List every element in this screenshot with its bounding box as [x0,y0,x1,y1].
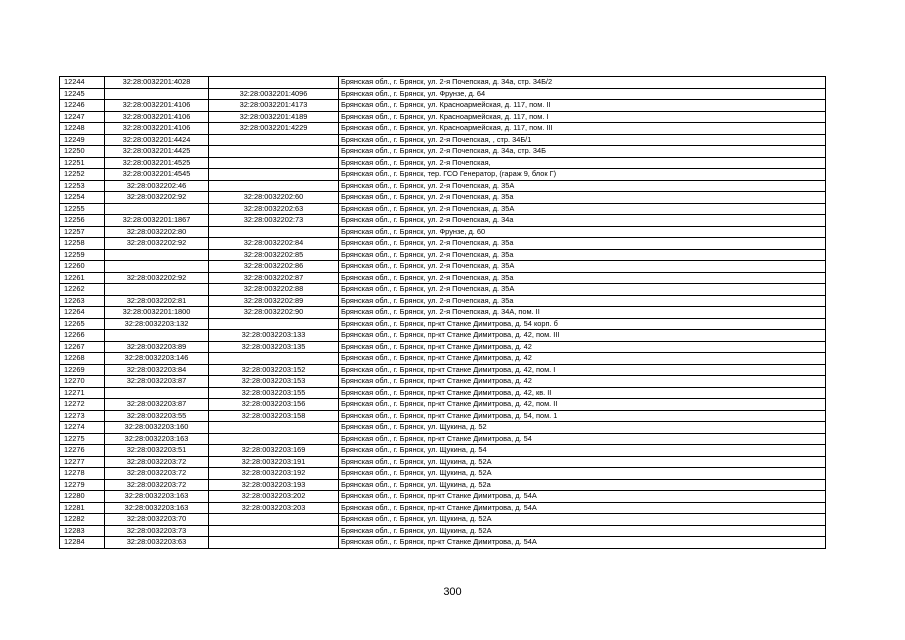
object-cadastral-number-cell: 32:28:0032203:202 [209,491,339,503]
address-cell: Брянская обл., г. Брянск, ул. Красноармейская, д. 117, пом. III [339,123,826,135]
address-cell: Брянская обл., г. Брянск, ул. 2-я Почепская, д. 35А [339,284,826,296]
object-cadastral-number-cell: 32:28:0032202:89 [209,295,339,307]
object-cadastral-number-cell: 32:28:0032203:152 [209,364,339,376]
row-number-cell: 12260 [60,261,105,273]
cadastral-number-cell: 32:28:0032201:4545 [105,169,209,181]
table-row [60,295,826,307]
address-cell: Брянская обл., г. Брянск, ул. Щукина, д. 52А [339,468,826,480]
row-number-cell: 12273 [60,410,105,422]
object-cadastral-number-cell [209,318,339,330]
address-cell: Брянская обл., г. Брянск, ул. 2-я Почепская, д. 34а, стр. 34Б [339,146,826,158]
cadastral-number-cell: 32:28:0032201:4106 [105,111,209,123]
table-row [60,203,826,215]
object-cadastral-number-cell: 32:28:0032203:133 [209,330,339,342]
table-row [60,192,826,204]
row-number-cell: 12244 [60,77,105,89]
object-cadastral-number-cell: 32:28:0032202:86 [209,261,339,273]
table-row [60,238,826,250]
object-cadastral-number-cell: 32:28:0032203:158 [209,410,339,422]
address-cell: Брянская обл., г. Брянск, ул. 2-я Почепская, , стр. 34Б/1 [339,134,826,146]
table-row [60,226,826,238]
table-row [60,364,826,376]
object-cadastral-number-cell [209,537,339,549]
row-number-cell: 12265 [60,318,105,330]
address-cell: Брянская обл., г. Брянск, ул. Щукина, д. 52А [339,525,826,537]
address-cell: Брянская обл., г. Брянск, ул. 2-я Почепская, д. 35а [339,272,826,284]
object-cadastral-number-cell: 32:28:0032201:4096 [209,88,339,100]
object-cadastral-number-cell [209,422,339,434]
object-cadastral-number-cell [209,226,339,238]
table-row [60,215,826,227]
object-cadastral-number-cell: 32:28:0032202:85 [209,249,339,261]
cadastral-number-cell [105,203,209,215]
table-row [60,146,826,158]
object-cadastral-number-cell: 32:28:0032202:73 [209,215,339,227]
registry-table-body [60,77,826,549]
cadastral-number-cell: 32:28:0032202:46 [105,180,209,192]
object-cadastral-number-cell: 32:28:0032203:193 [209,479,339,491]
row-number-cell: 12270 [60,376,105,388]
row-number-cell: 12250 [60,146,105,158]
table-row [60,111,826,123]
address-cell: Брянская обл., г. Брянск, ул. Щукина, д. 52а [339,479,826,491]
object-cadastral-number-cell: 32:28:0032202:84 [209,238,339,250]
cadastral-number-cell: 32:28:0032201:4106 [105,100,209,112]
cadastral-number-cell: 32:28:0032202:92 [105,272,209,284]
object-cadastral-number-cell [209,525,339,537]
row-number-cell: 12269 [60,364,105,376]
cadastral-number-cell: 32:28:0032203:72 [105,479,209,491]
cadastral-number-cell: 32:28:0032201:4028 [105,77,209,89]
cadastral-number-cell: 32:28:0032202:81 [105,295,209,307]
cadastral-number-cell [105,387,209,399]
object-cadastral-number-cell: 32:28:0032202:88 [209,284,339,296]
cadastral-number-cell: 32:28:0032202:92 [105,192,209,204]
address-cell: Брянская обл., г. Брянск, ул. Фрунзе, д. 60 [339,226,826,238]
table-row [60,123,826,135]
address-cell: Брянская обл., г. Брянск, ул. Красноармейская, д. 117, пом. I [339,111,826,123]
row-number-cell: 12246 [60,100,105,112]
object-cadastral-number-cell: 32:28:0032203:156 [209,399,339,411]
address-cell: Брянская обл., г. Брянск, пр-кт Станке Димитрова, д. 42 [339,376,826,388]
cadastral-number-cell: 32:28:0032203:146 [105,353,209,365]
address-cell: Брянская обл., г. Брянск, ул. Щукина, д. 52А [339,514,826,526]
cadastral-number-cell: 32:28:0032201:4106 [105,123,209,135]
address-cell: Брянская обл., г. Брянск, ул. 2-я Почепская, д. 35а [339,295,826,307]
table-row [60,134,826,146]
table-row [60,433,826,445]
object-cadastral-number-cell: 32:28:0032203:135 [209,341,339,353]
row-number-cell: 12277 [60,456,105,468]
cadastral-number-cell: 32:28:0032203:84 [105,364,209,376]
address-cell: Брянская обл., г. Брянск, ул. Щукина, д. 52 [339,422,826,434]
page-number: 300 [443,586,462,598]
address-cell: Брянская обл., г. Брянск, ул. 2-я Почепская, д. 35А [339,203,826,215]
row-number-cell: 12281 [60,502,105,514]
table-row [60,169,826,181]
address-cell: Брянская обл., г. Брянск, пр-кт Станке Димитрова, д. 54А [339,491,826,503]
address-cell: Брянская обл., г. Брянск, пр-кт Станке Димитрова, д. 42 [339,341,826,353]
table-row [60,341,826,353]
row-number-cell: 12267 [60,341,105,353]
address-cell: Брянская обл., г. Брянск, ул. 2-я Почепская, [339,157,826,169]
row-number-cell: 12247 [60,111,105,123]
row-number-cell: 12248 [60,123,105,135]
cadastral-number-cell [105,284,209,296]
table-row [60,479,826,491]
address-cell: Брянская обл., г. Брянск, ул. Фрунзе, д. 64 [339,88,826,100]
cadastral-number-cell: 32:28:0032203:72 [105,468,209,480]
address-cell: Брянская обл., г. Брянск, пр-кт Станке Димитрова, д. 54 корп. б [339,318,826,330]
object-cadastral-number-cell [209,77,339,89]
table-row [60,157,826,169]
address-cell: Брянская обл., г. Брянск, пр-кт Станке Димитрова, д. 54 [339,433,826,445]
address-cell: Брянская обл., г. Брянск, ул. 2-я Почепская, д. 35а [339,249,826,261]
cadastral-number-cell: 32:28:0032203:163 [105,502,209,514]
address-cell: Брянская обл., г. Брянск, ул. Щукина, д. 52А [339,456,826,468]
table-row [60,491,826,503]
row-number-cell: 12284 [60,537,105,549]
row-number-cell: 12251 [60,157,105,169]
row-number-cell: 12271 [60,387,105,399]
address-cell: Брянская обл., г. Брянск, ул. Щукина, д. 54 [339,445,826,457]
object-cadastral-number-cell: 32:28:0032201:4229 [209,123,339,135]
table-row [60,456,826,468]
object-cadastral-number-cell [209,514,339,526]
object-cadastral-number-cell [209,146,339,158]
row-number-cell: 12254 [60,192,105,204]
row-number-cell: 12258 [60,238,105,250]
table-row [60,422,826,434]
row-number-cell: 12264 [60,307,105,319]
row-number-cell: 12261 [60,272,105,284]
cadastral-number-cell [105,330,209,342]
object-cadastral-number-cell: 32:28:0032203:203 [209,502,339,514]
table-row [60,537,826,549]
table-row [60,88,826,100]
table-row [60,284,826,296]
cadastral-number-cell: 32:28:0032201:4425 [105,146,209,158]
cadastral-number-cell: 32:28:0032203:89 [105,341,209,353]
row-number-cell: 12262 [60,284,105,296]
row-number-cell: 12252 [60,169,105,181]
cadastral-number-cell: 32:28:0032203:63 [105,537,209,549]
cadastral-number-cell: 32:28:0032202:80 [105,226,209,238]
object-cadastral-number-cell: 32:28:0032202:90 [209,307,339,319]
table-row [60,77,826,89]
address-cell: Брянская обл., г. Брянск, ул. 2-я Почепская, д. 34а [339,215,826,227]
object-cadastral-number-cell: 32:28:0032203:169 [209,445,339,457]
row-number-cell: 12279 [60,479,105,491]
object-cadastral-number-cell [209,169,339,181]
cadastral-number-cell: 32:28:0032201:1800 [105,307,209,319]
table-row [60,307,826,319]
table-row [60,525,826,537]
table-row [60,249,826,261]
table-row [60,180,826,192]
row-number-cell: 12257 [60,226,105,238]
object-cadastral-number-cell: 32:28:0032203:155 [209,387,339,399]
row-number-cell: 12272 [60,399,105,411]
table-row [60,445,826,457]
object-cadastral-number-cell: 32:28:0032203:192 [209,468,339,480]
cadastral-number-cell: 32:28:0032203:132 [105,318,209,330]
address-cell: Брянская обл., г. Брянск, ул. 2-я Почепская, д. 35а [339,192,826,204]
cadastral-number-cell: 32:28:0032203:163 [105,491,209,503]
object-cadastral-number-cell: 32:28:0032203:153 [209,376,339,388]
object-cadastral-number-cell [209,433,339,445]
cadastral-number-cell: 32:28:0032203:87 [105,399,209,411]
cadastral-number-cell [105,249,209,261]
object-cadastral-number-cell: 32:28:0032203:191 [209,456,339,468]
table-row [60,468,826,480]
object-cadastral-number-cell: 32:28:0032201:4173 [209,100,339,112]
row-number-cell: 12276 [60,445,105,457]
row-number-cell: 12266 [60,330,105,342]
address-cell: Брянская обл., г. Брянск, пр-кт Станке Димитрова, д. 54А [339,502,826,514]
cadastral-number-cell: 32:28:0032203:51 [105,445,209,457]
address-cell: Брянская обл., г. Брянск, ул. Красноармейская, д. 117, пом. II [339,100,826,112]
row-number-cell: 12255 [60,203,105,215]
address-cell: Брянская обл., г. Брянск, ул. 2-я Почепская, д. 34а, стр. 34Б/2 [339,77,826,89]
address-cell: Брянская обл., г. Брянск, пр-кт Станке Димитрова, д. 42, пом. II [339,399,826,411]
table-row [60,502,826,514]
table-row [60,353,826,365]
address-cell: Брянская обл., г. Брянск, ул. 2-я Почепская, д. 34А, пом. II [339,307,826,319]
address-cell: Брянская обл., г. Брянск, пр-кт Станке Димитрова, д. 42, пом. I [339,364,826,376]
table-row [60,376,826,388]
object-cadastral-number-cell: 32:28:0032202:60 [209,192,339,204]
row-number-cell: 12256 [60,215,105,227]
row-number-cell: 12249 [60,134,105,146]
table-row [60,387,826,399]
row-number-cell: 12280 [60,491,105,503]
address-cell: Брянская обл., г. Брянск, ул. 2-я Почепская, д. 35А [339,261,826,273]
cadastral-number-cell: 32:28:0032201:4424 [105,134,209,146]
cadastral-number-cell: 32:28:0032201:4525 [105,157,209,169]
cadastral-number-cell: 32:28:0032201:1867 [105,215,209,227]
table-row [60,100,826,112]
cadastral-number-cell: 32:28:0032203:160 [105,422,209,434]
cadastral-number-cell: 32:28:0032203:163 [105,433,209,445]
table-row [60,318,826,330]
address-cell: Брянская обл., г. Брянск, пр-кт Станке Димитрова, д. 54А [339,537,826,549]
cadastral-number-cell: 32:28:0032203:55 [105,410,209,422]
registry-table [59,76,826,549]
address-cell: Брянская обл., г. Брянск, пр-кт Станке Димитрова, д. 42, кв. II [339,387,826,399]
address-cell: Брянская обл., г. Брянск, пр-кт Станке Димитрова, д. 42, пом. III [339,330,826,342]
address-cell: Брянская обл., г. Брянск, ул. 2-я Почепская, д. 35А [339,180,826,192]
cadastral-number-cell [105,88,209,100]
table-row [60,399,826,411]
address-cell: Брянская обл., г. Брянск, тер. ГСО Генератор, (гараж 9, блок Г) [339,169,826,181]
cadastral-number-cell: 32:28:0032203:72 [105,456,209,468]
object-cadastral-number-cell: 32:28:0032202:87 [209,272,339,284]
cadastral-number-cell: 32:28:0032203:73 [105,525,209,537]
object-cadastral-number-cell: 32:28:0032201:4189 [209,111,339,123]
row-number-cell: 12275 [60,433,105,445]
cadastral-number-cell: 32:28:0032202:92 [105,238,209,250]
row-number-cell: 12268 [60,353,105,365]
object-cadastral-number-cell [209,157,339,169]
address-cell: Брянская обл., г. Брянск, пр-кт Станке Димитрова, д. 54, пом. 1 [339,410,826,422]
row-number-cell: 12245 [60,88,105,100]
table-row [60,261,826,273]
table-row [60,272,826,284]
row-number-cell: 12253 [60,180,105,192]
object-cadastral-number-cell [209,353,339,365]
object-cadastral-number-cell [209,134,339,146]
table-row [60,514,826,526]
table-row [60,330,826,342]
address-cell: Брянская обл., г. Брянск, пр-кт Станке Димитрова, д. 42 [339,353,826,365]
object-cadastral-number-cell [209,180,339,192]
cadastral-number-cell: 32:28:0032203:70 [105,514,209,526]
address-cell: Брянская обл., г. Брянск, ул. 2-я Почепская, д. 35а [339,238,826,250]
row-number-cell: 12259 [60,249,105,261]
cadastral-number-cell [105,261,209,273]
cadastral-number-cell: 32:28:0032203:87 [105,376,209,388]
row-number-cell: 12278 [60,468,105,480]
row-number-cell: 12263 [60,295,105,307]
row-number-cell: 12274 [60,422,105,434]
object-cadastral-number-cell: 32:28:0032202:63 [209,203,339,215]
table-row [60,410,826,422]
row-number-cell: 12283 [60,525,105,537]
row-number-cell: 12282 [60,514,105,526]
